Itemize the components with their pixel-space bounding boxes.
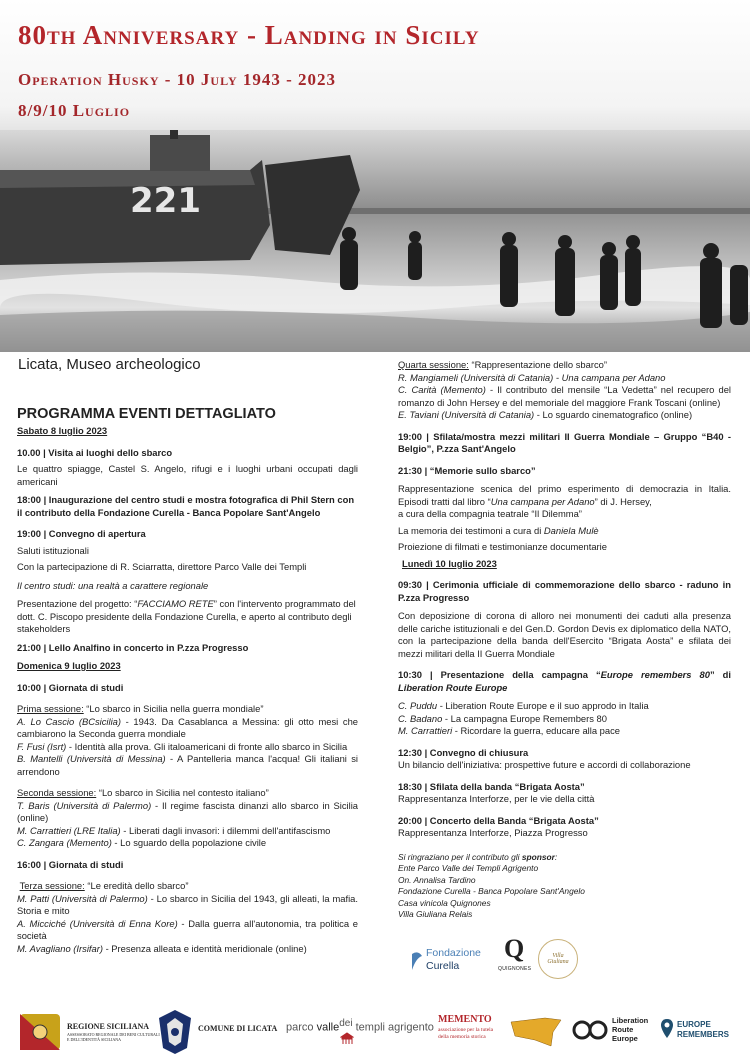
talk: A. Lo Cascio (BCsicilia) - 1943. Da Casablanca a Messina: gli otto mesi che cambiarono la Seconda guerra mondiale — [17, 715, 358, 739]
sponsors-block — [398, 852, 731, 921]
event-title: 18:00 | Inaugurazione del centro studi e mostra fotografica di Phil Stern con il contributo della Fondazione Curella - Banca Popolare Sant'Angelo — [17, 494, 355, 518]
talk: F. Fusi (Isrt) - Identità alla prova. Gli italoamericani di fronte allo sbarco in Sicilia — [17, 740, 348, 752]
europe-remembers-logo: EUROPE REMEMBERS — [677, 1020, 730, 1039]
talk: E. Taviani (Università di Catania) - Lo sguardo cinematografico (online) — [398, 409, 693, 420]
event-text: Il centro studi: una realtà a carattere regionale — [17, 579, 209, 591]
event-title: 10.00 | Visita ai luoghi dello sbarco — [17, 446, 173, 458]
event-text: Un bilancio dell'iniziativa: prospettive future e accordi di collaborazione — [398, 759, 691, 770]
event-title: 16:00 | Giornata di studi — [17, 858, 124, 870]
event-title: 80th Anniversary - Landing in Sicily — [18, 20, 480, 50]
event-text: Presentazione del progetto: “FACCIAMO RETE” con l'intervento programmato del dott. C. Piscopo presidente della Fondazione Curella, e aperto al contributo degli stakeholders — [17, 598, 356, 634]
talk: M. Carrattieri - Ricordare la guerra, educare alla pace — [398, 725, 620, 736]
event-subtitle: Operation Husky - 10 July 1943 - 2023 — [18, 70, 337, 89]
location-pin-icon — [660, 1018, 674, 1040]
talk: M. Avagliano (Irsifar) - Presenza alleata e identità meridionale (online) — [17, 942, 307, 954]
event-dates: 8/9/10 Luglio — [18, 101, 131, 120]
fondazione-curella-logo: Fondazione Curella — [410, 944, 490, 974]
hull-number: 221 — [130, 181, 201, 221]
landing-photo — [0, 130, 750, 352]
talk: C. Carità (Memento) - Il contributo del mensile “La Vedetta” nel recupero del romanzo di John Hersey e del memoriale del maggiore Frank Toscani (online) — [398, 384, 731, 408]
talk: C. Puddu - Liberation Route Europe e il suo approdo in Italia — [398, 700, 649, 711]
event-title: 12:30 | Convegno di chiusura — [398, 746, 529, 758]
event-text: Proiezione di filmati e testimonianze documentarie — [398, 541, 607, 552]
event-text: a cura della compagnia teatrale “Il Dilemma” — [398, 508, 582, 519]
event-title: 21:00 | Lello Analfino in concerto in P.zza Progresso — [17, 641, 249, 653]
sponsor-item: On. Annalisa Tardino — [398, 874, 476, 885]
session-title: Seconda sessione: “Lo sbarco in Sicilia nel contesto italiano” — [17, 787, 269, 798]
talk: A. Micciché (Università di Enna Kore) - Dalla guerra all'autonomia, tra politica e società — [17, 917, 358, 941]
quignones-q-icon: Q — [504, 934, 525, 963]
sponsor-item: Ente Parco Valle dei Templi Agrigento — [398, 863, 539, 873]
talk: T. Baris (Università di Palermo) - Il regime fascista dinanzi allo sbarco in Sicilia (online) — [17, 799, 358, 823]
parco-valle-templi-logo: parco valle$^{dei}$ templi agrigento — [286, 1018, 434, 1034]
event-title: 19:00 | Sfilata/mostra mezzi militari II Guerra Mondiale – Gruppo “B40 - Belgio”, P.zza Sant'Angelo — [398, 430, 731, 454]
event-text: Saluti istituzionali — [17, 544, 89, 556]
event-title: 09:30 | Cerimonia ufficiale di commemorazione dello sbarco - raduno in P.zza Progresso — [398, 579, 731, 603]
event-title: 10:00 | Giornata di studi — [17, 681, 124, 693]
talk: M. Carrattieri (LRE Italia) - Liberati dagli invasori: i dilemmi dell'antifascismo — [17, 824, 331, 836]
day-sunday: Domenica 9 luglio 2023 — [17, 660, 121, 671]
sponsors-intro: Si ringraziano per il contributo gli sponsor: — [398, 851, 558, 862]
day-saturday: Sabato 8 luglio 2023 — [17, 425, 108, 436]
trinacria-icon — [18, 1012, 62, 1052]
talk: R. Mangiameli (Università di Catania) - Una campana per Adano — [398, 371, 666, 383]
event-text: Con deposizione di corona di alloro nei monumenti dei caduti alla presenza delle cariche istituzionali e del Gen.D. Gordon Devis ex diplomatico della NATO, con la partecipazione della banda dell'Esercito “Brigata Aosta” e sfilata dei mezzi militari della II Guerra Mondiale — [398, 610, 731, 659]
event-title: 18:30 | Sfilata della banda “Brigata Aosta” — [398, 780, 585, 792]
liberation-route-logo: Liberation Route Europe — [612, 1016, 649, 1043]
sponsor-item: Fondazione Curella - Banca Popolare Sant'Angelo — [398, 886, 585, 896]
sponsor-item: Casa vinicola Quignones — [398, 897, 491, 908]
talk: M. Patti (Università di Palermo) - Lo sbarco in Sicilia del 1943, gli alleati, la mafia. Storia e mito — [17, 892, 358, 916]
talk: C. Badano - La campagna Europe Remembers 80 — [398, 712, 607, 724]
session-title: Quarta sessione: “Rappresentazione dello sbarco” — [398, 359, 607, 370]
program-right-column — [398, 359, 731, 921]
event-text: Rappresentanza Interforze, Piazza Progresso — [398, 827, 588, 838]
event-title: 10:30 | Presentazione della campagna “Europe remembers 80” di Liberation Route Europe — [398, 669, 732, 693]
day-monday: Lunedì 10 luglio 2023 — [402, 557, 497, 569]
quignones-logo: Q QUIGNONES — [498, 934, 532, 972]
sicily-map-icon — [505, 1012, 565, 1050]
program-heading: PROGRAMMA EVENTI DETTAGLIATO — [17, 406, 276, 422]
footer-logos: REGIONE SICILIANA ASSESSORATO REGIONALE DEI BENI CULTURALI E DELL'IDENTITÀ SICILIANA COMUNE DI LICATA parco valle$^{dei}$ templi agrigento MEMENTO associazione per la tutela della memoria storica Liberation Route Europe EUROPE REMEMBERS — [0, 1000, 750, 1061]
event-title: 19:00 | Convegno di apertura — [17, 528, 146, 539]
event-text: La memoria dei testimoni a cura di Daniela Mulè — [398, 524, 599, 536]
talk: C. Zangara (Memento) - Lo sguardo della popolazione civile — [17, 837, 267, 848]
program-left-column — [17, 405, 358, 955]
liberation-route-icon — [572, 1016, 608, 1044]
villa-giuliana-logo: Villa Giuliana — [538, 939, 578, 979]
session-title: Terza sessione: “Le eredità dello sbarco” — [19, 880, 189, 891]
licata-crest-icon — [155, 1008, 195, 1056]
event-title: 21:30 | “Memorie sullo sbarco” — [398, 464, 536, 476]
event-text: Con la partecipazione di R. Sciarratta, direttore Parco Valle dei Templi — [17, 561, 307, 572]
event-text: Rappresentazione scenica del primo esperimento di democrazia in Italia. Episodi tratti dal libro “Una campana per Adano” di J. Hersey, — [398, 483, 731, 507]
venue-title: Licata, Museo archeologico — [18, 356, 201, 373]
session-title: Prima sessione: “Lo sbarco in Sicilia nella guerra mondiale” — [17, 703, 264, 714]
event-text: Le quattro spiagge, Castel S. Angelo, rifugi e i luoghi urbani occupati dagli americani — [17, 463, 358, 487]
curella-mark-icon — [410, 950, 424, 972]
sponsor-item: Villa Giuliana Relais — [398, 909, 473, 919]
talk: B. Mantelli (Università di Messina) - A Pantelleria manca l'acqua! Gli italiani si arrendono — [17, 753, 358, 777]
temple-icon — [340, 1032, 354, 1046]
event-title: 20:00 | Concerto della Banda “Brigata Aosta” — [398, 814, 599, 826]
header-banner — [0, 0, 750, 352]
event-text: Rappresentanza Interforze, per le vie della città — [398, 793, 595, 804]
